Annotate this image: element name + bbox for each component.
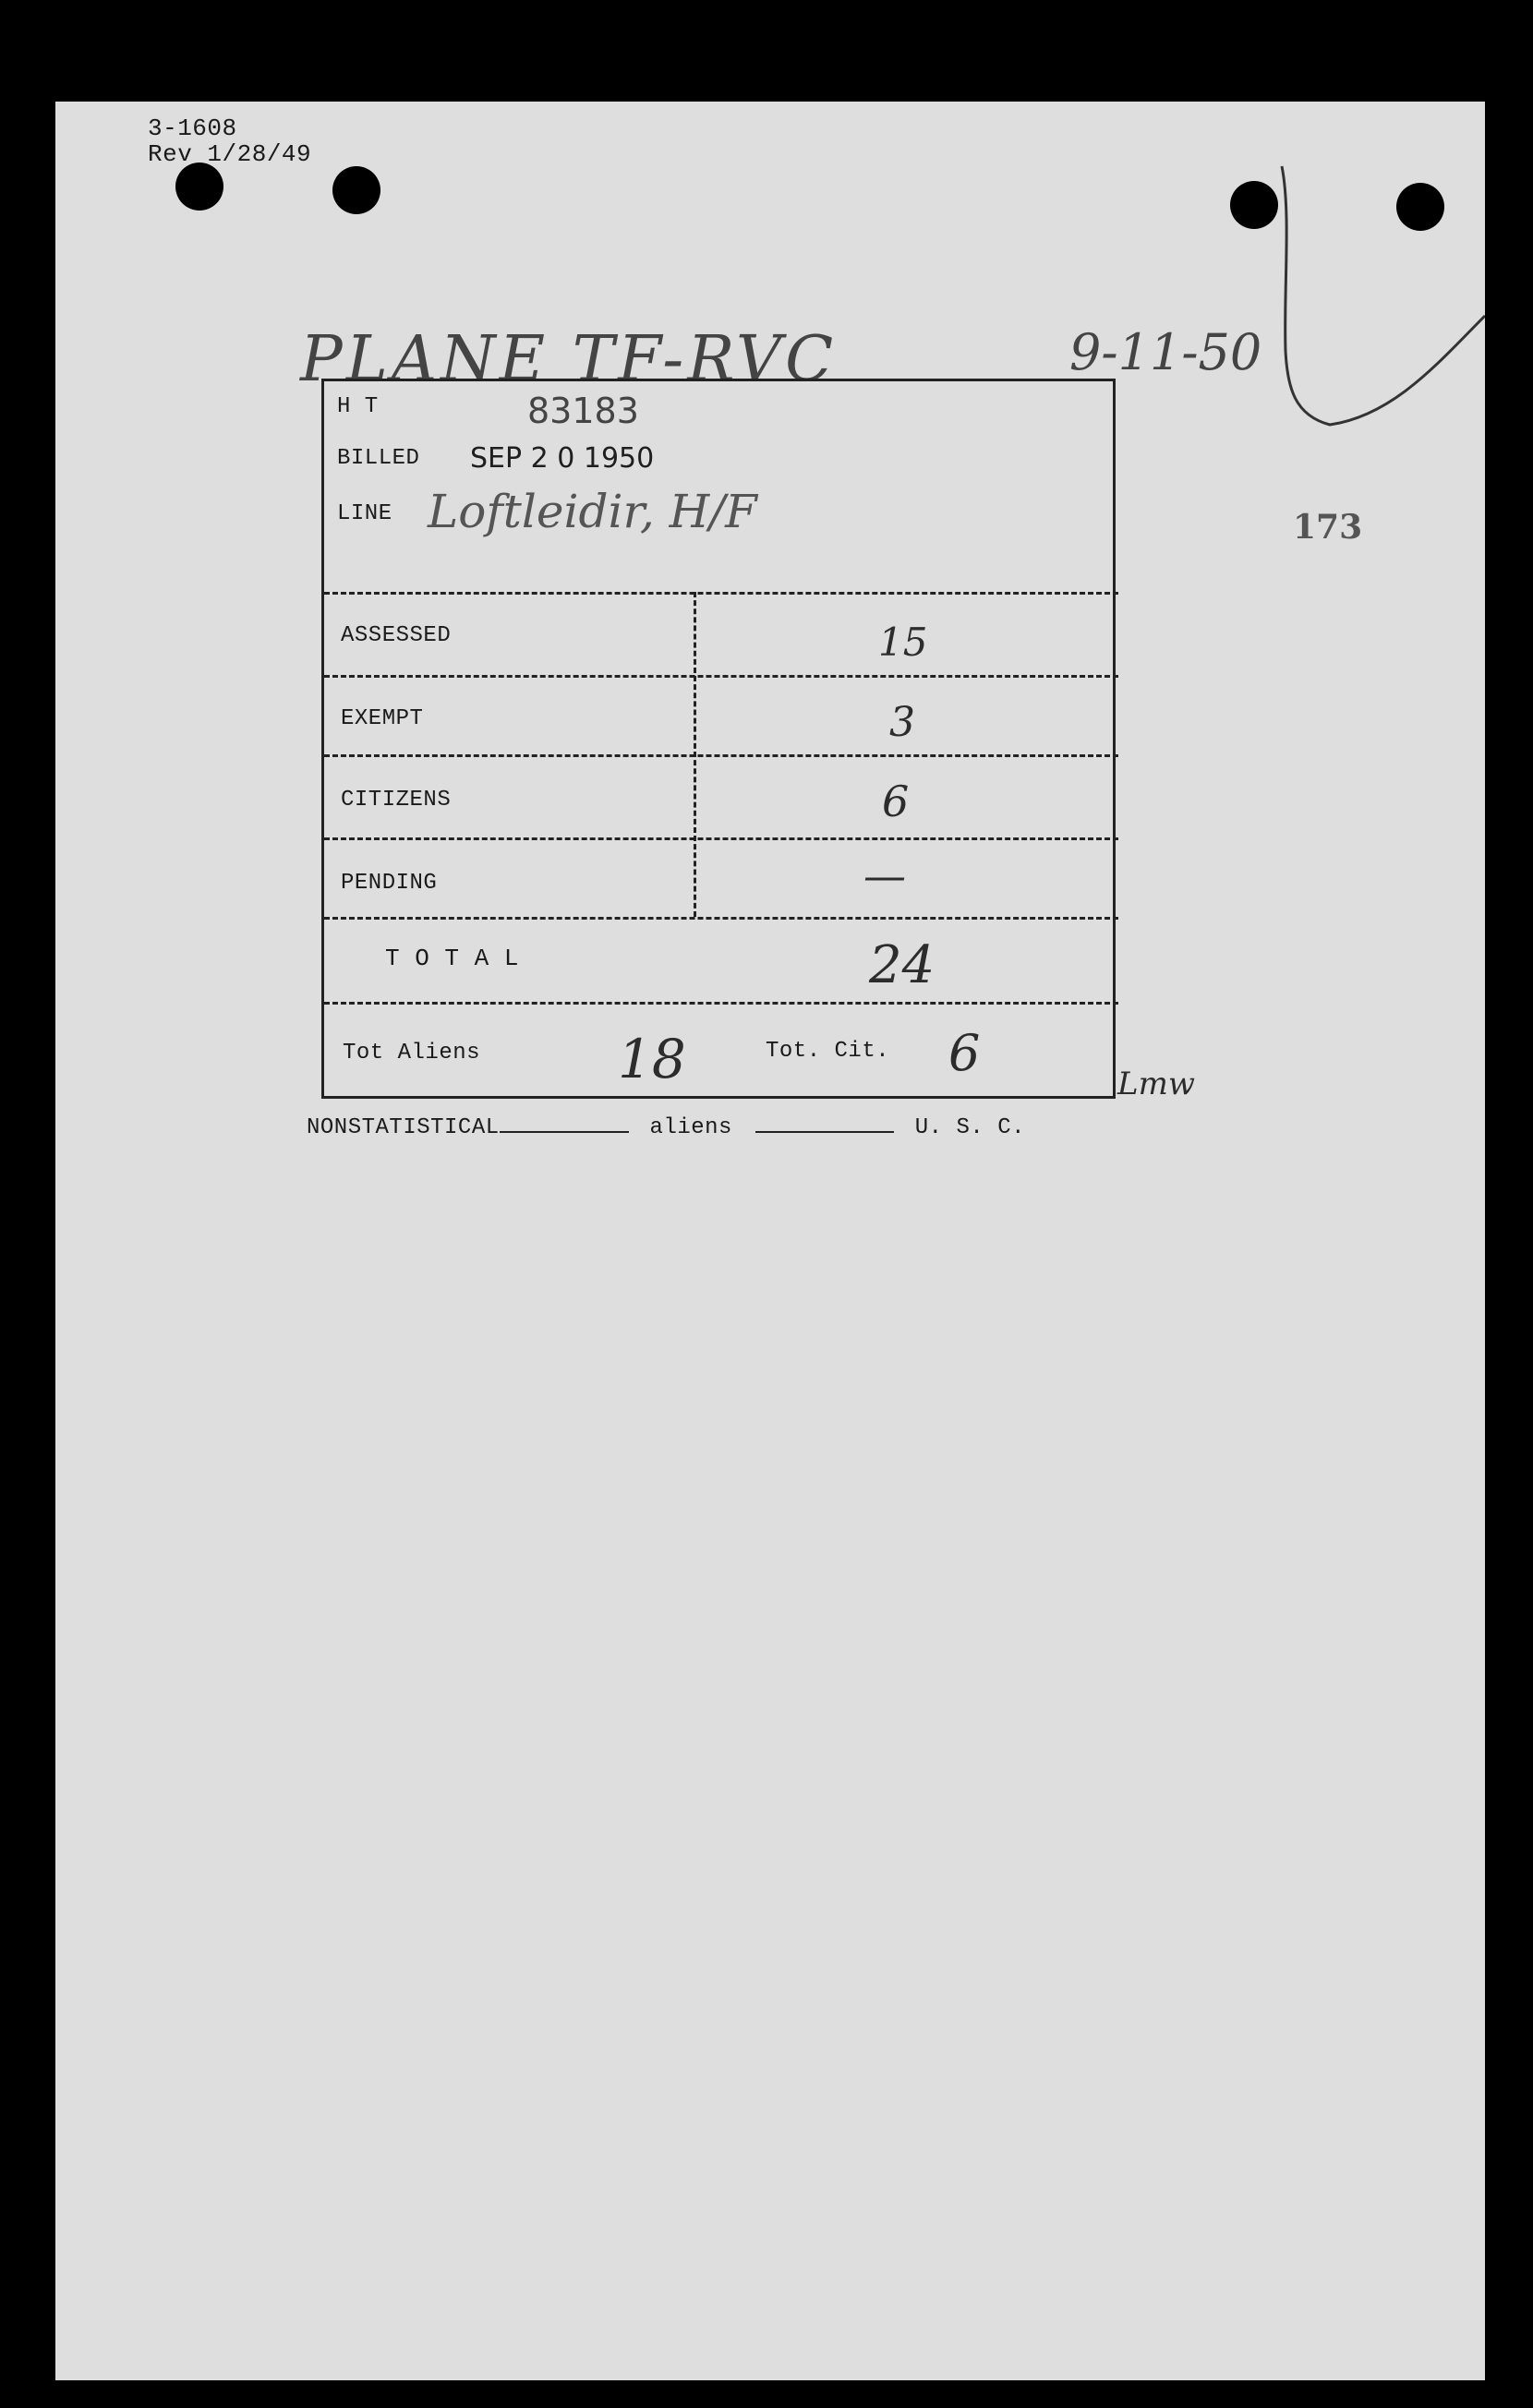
punch-hole-2 (332, 166, 380, 214)
aliens-label: aliens (649, 1115, 732, 1140)
form-box (321, 379, 1116, 1099)
citizens-label: CITIZENS (341, 788, 452, 813)
ht-label: H T (337, 394, 379, 419)
total-citizens-value: 6 (948, 1024, 981, 1082)
exempt-value: 3 (889, 699, 915, 746)
punch-hole-1 (175, 163, 223, 211)
total-aliens-label: Tot Aliens (343, 1041, 481, 1066)
pending-label: PENDING (341, 871, 438, 896)
nonstatistical-blank (500, 1131, 629, 1133)
total-aliens-value: 18 (618, 1028, 686, 1090)
handwritten-date: 9-11-50 (1069, 323, 1262, 381)
document-page (55, 102, 1485, 2380)
form-number: 3-1608 (148, 114, 237, 142)
nonstatistical-label: NONSTATISTICAL (307, 1115, 500, 1140)
exempt-label: EXEMPT (341, 706, 424, 731)
citizens-value: 6 (882, 777, 910, 826)
total-label: T O T A L (385, 945, 519, 972)
page-number: 173 (1293, 508, 1363, 547)
billed-date-stamp: SEP 2 0 1950 (470, 442, 655, 475)
aliens-blank (755, 1131, 894, 1133)
billed-label: BILLED (337, 446, 420, 471)
total-value: 24 (869, 935, 935, 995)
pending-value: — (863, 850, 906, 900)
ht-number: 83183 (527, 391, 639, 431)
usc-label: U. S. C. (914, 1115, 1025, 1140)
line-label: LINE (337, 501, 392, 526)
nonstatistical-line (307, 1115, 1025, 1140)
form-revision: Rev 1/28/49 (148, 140, 312, 168)
reviewer-initials: Lmw (1117, 1066, 1195, 1102)
airline-name: Loftleidir, H/F (428, 485, 757, 538)
assessed-value: 15 (878, 620, 928, 665)
total-citizens-label: Tot. Cit. (766, 1039, 890, 1064)
assessed-label: ASSESSED (341, 623, 452, 648)
handwritten-heading: PLANE TF-RVC (300, 323, 838, 396)
